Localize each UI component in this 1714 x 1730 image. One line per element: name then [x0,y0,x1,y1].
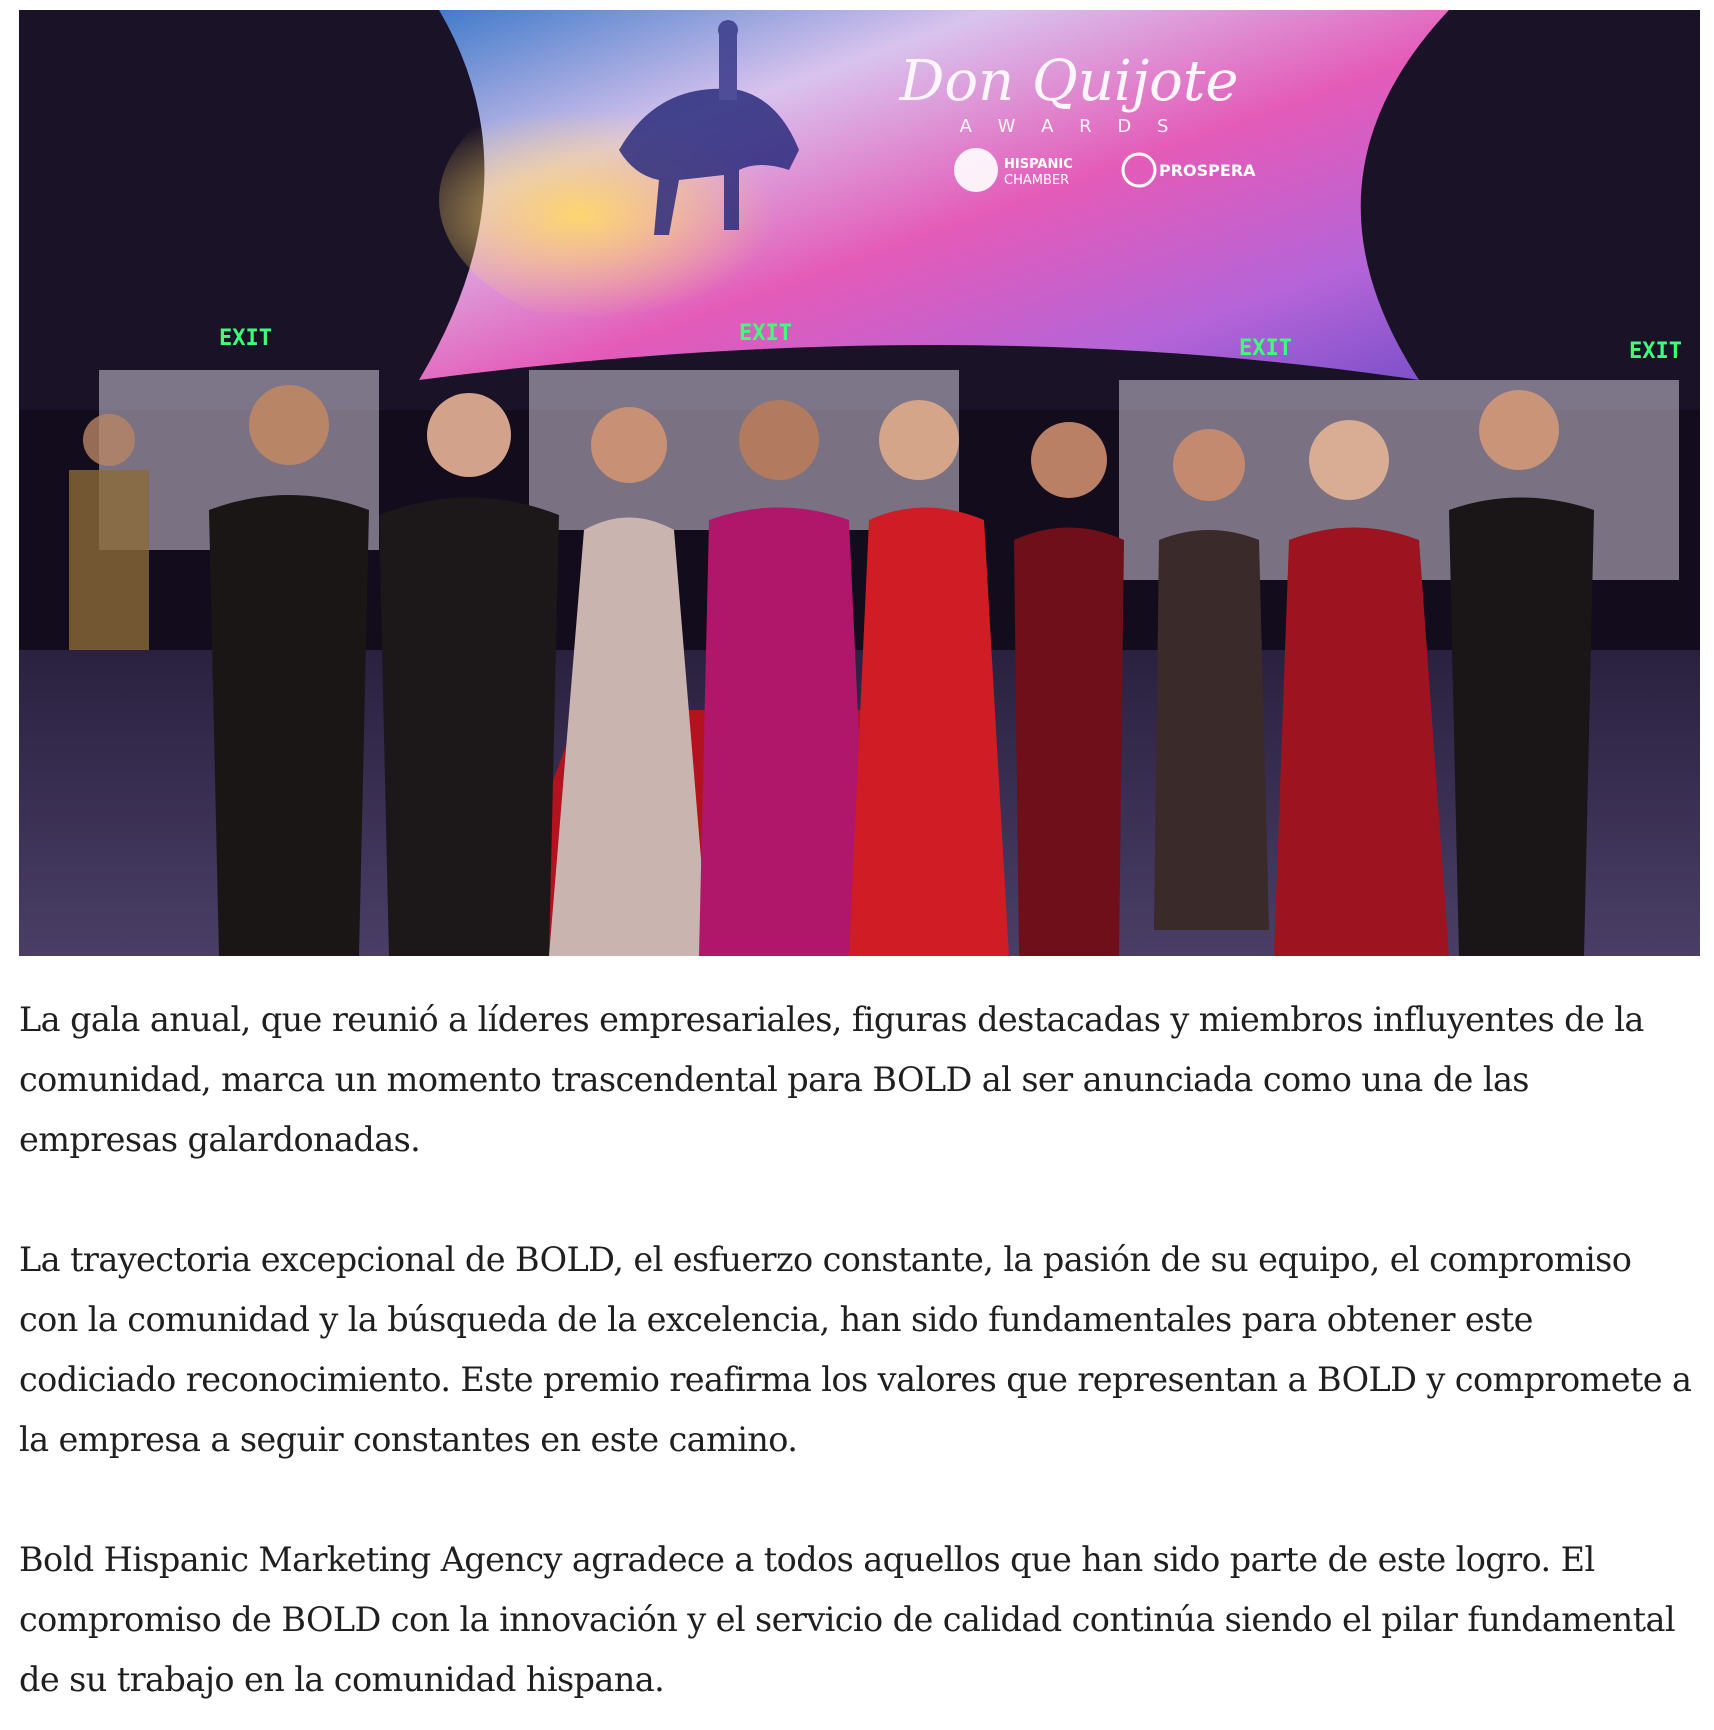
screen-title: Don Quijote [899,49,1239,114]
gala-group-photo [19,10,1700,956]
paragraph: La trayectoria excepcional de BOLD, el esfuerzo constante, la pasión de su equipo, el compromiso con la comunidad y la búsqueda de la excelencia, han sido fundamentales para obtener este codiciado reconocimiento. Este premio reafirma los valores que representan a BOLD y compromete a la empresa a seguir constantes en este camino. [19,1240,1692,1459]
exit-sign: EXIT [1629,339,1682,364]
article-body [19,990,1695,1730]
screen-subtitle: A W A R D S [959,116,1179,137]
event-photo [19,10,1700,956]
exit-sign: EXIT [1239,336,1292,361]
sponsor-hispanic: HISPANIC [1004,157,1073,172]
hispanic-chamber-logo [954,148,998,192]
paragraph: Bold Hispanic Marketing Agency agradece a todos aquellos que han sido parte de este logro. El compromiso de BOLD con la innovación y el servicio de calidad continúa siendo el pilar fundamental de su trabajo en la comunidad hispana. [19,1540,1675,1699]
paragraph: La gala anual, que reunió a líderes empresariales, figuras destacadas y miembros influyentes de la comunidad, marca un momento trascendental para BOLD al ser anunciada como una de las empresas galardonadas. [19,1000,1644,1159]
sponsor-prospera: PROSPERA [1159,161,1256,180]
exit-sign: EXIT [739,321,792,346]
exit-sign: EXIT [219,326,272,351]
sponsor-chamber: CHAMBER [1004,173,1070,188]
